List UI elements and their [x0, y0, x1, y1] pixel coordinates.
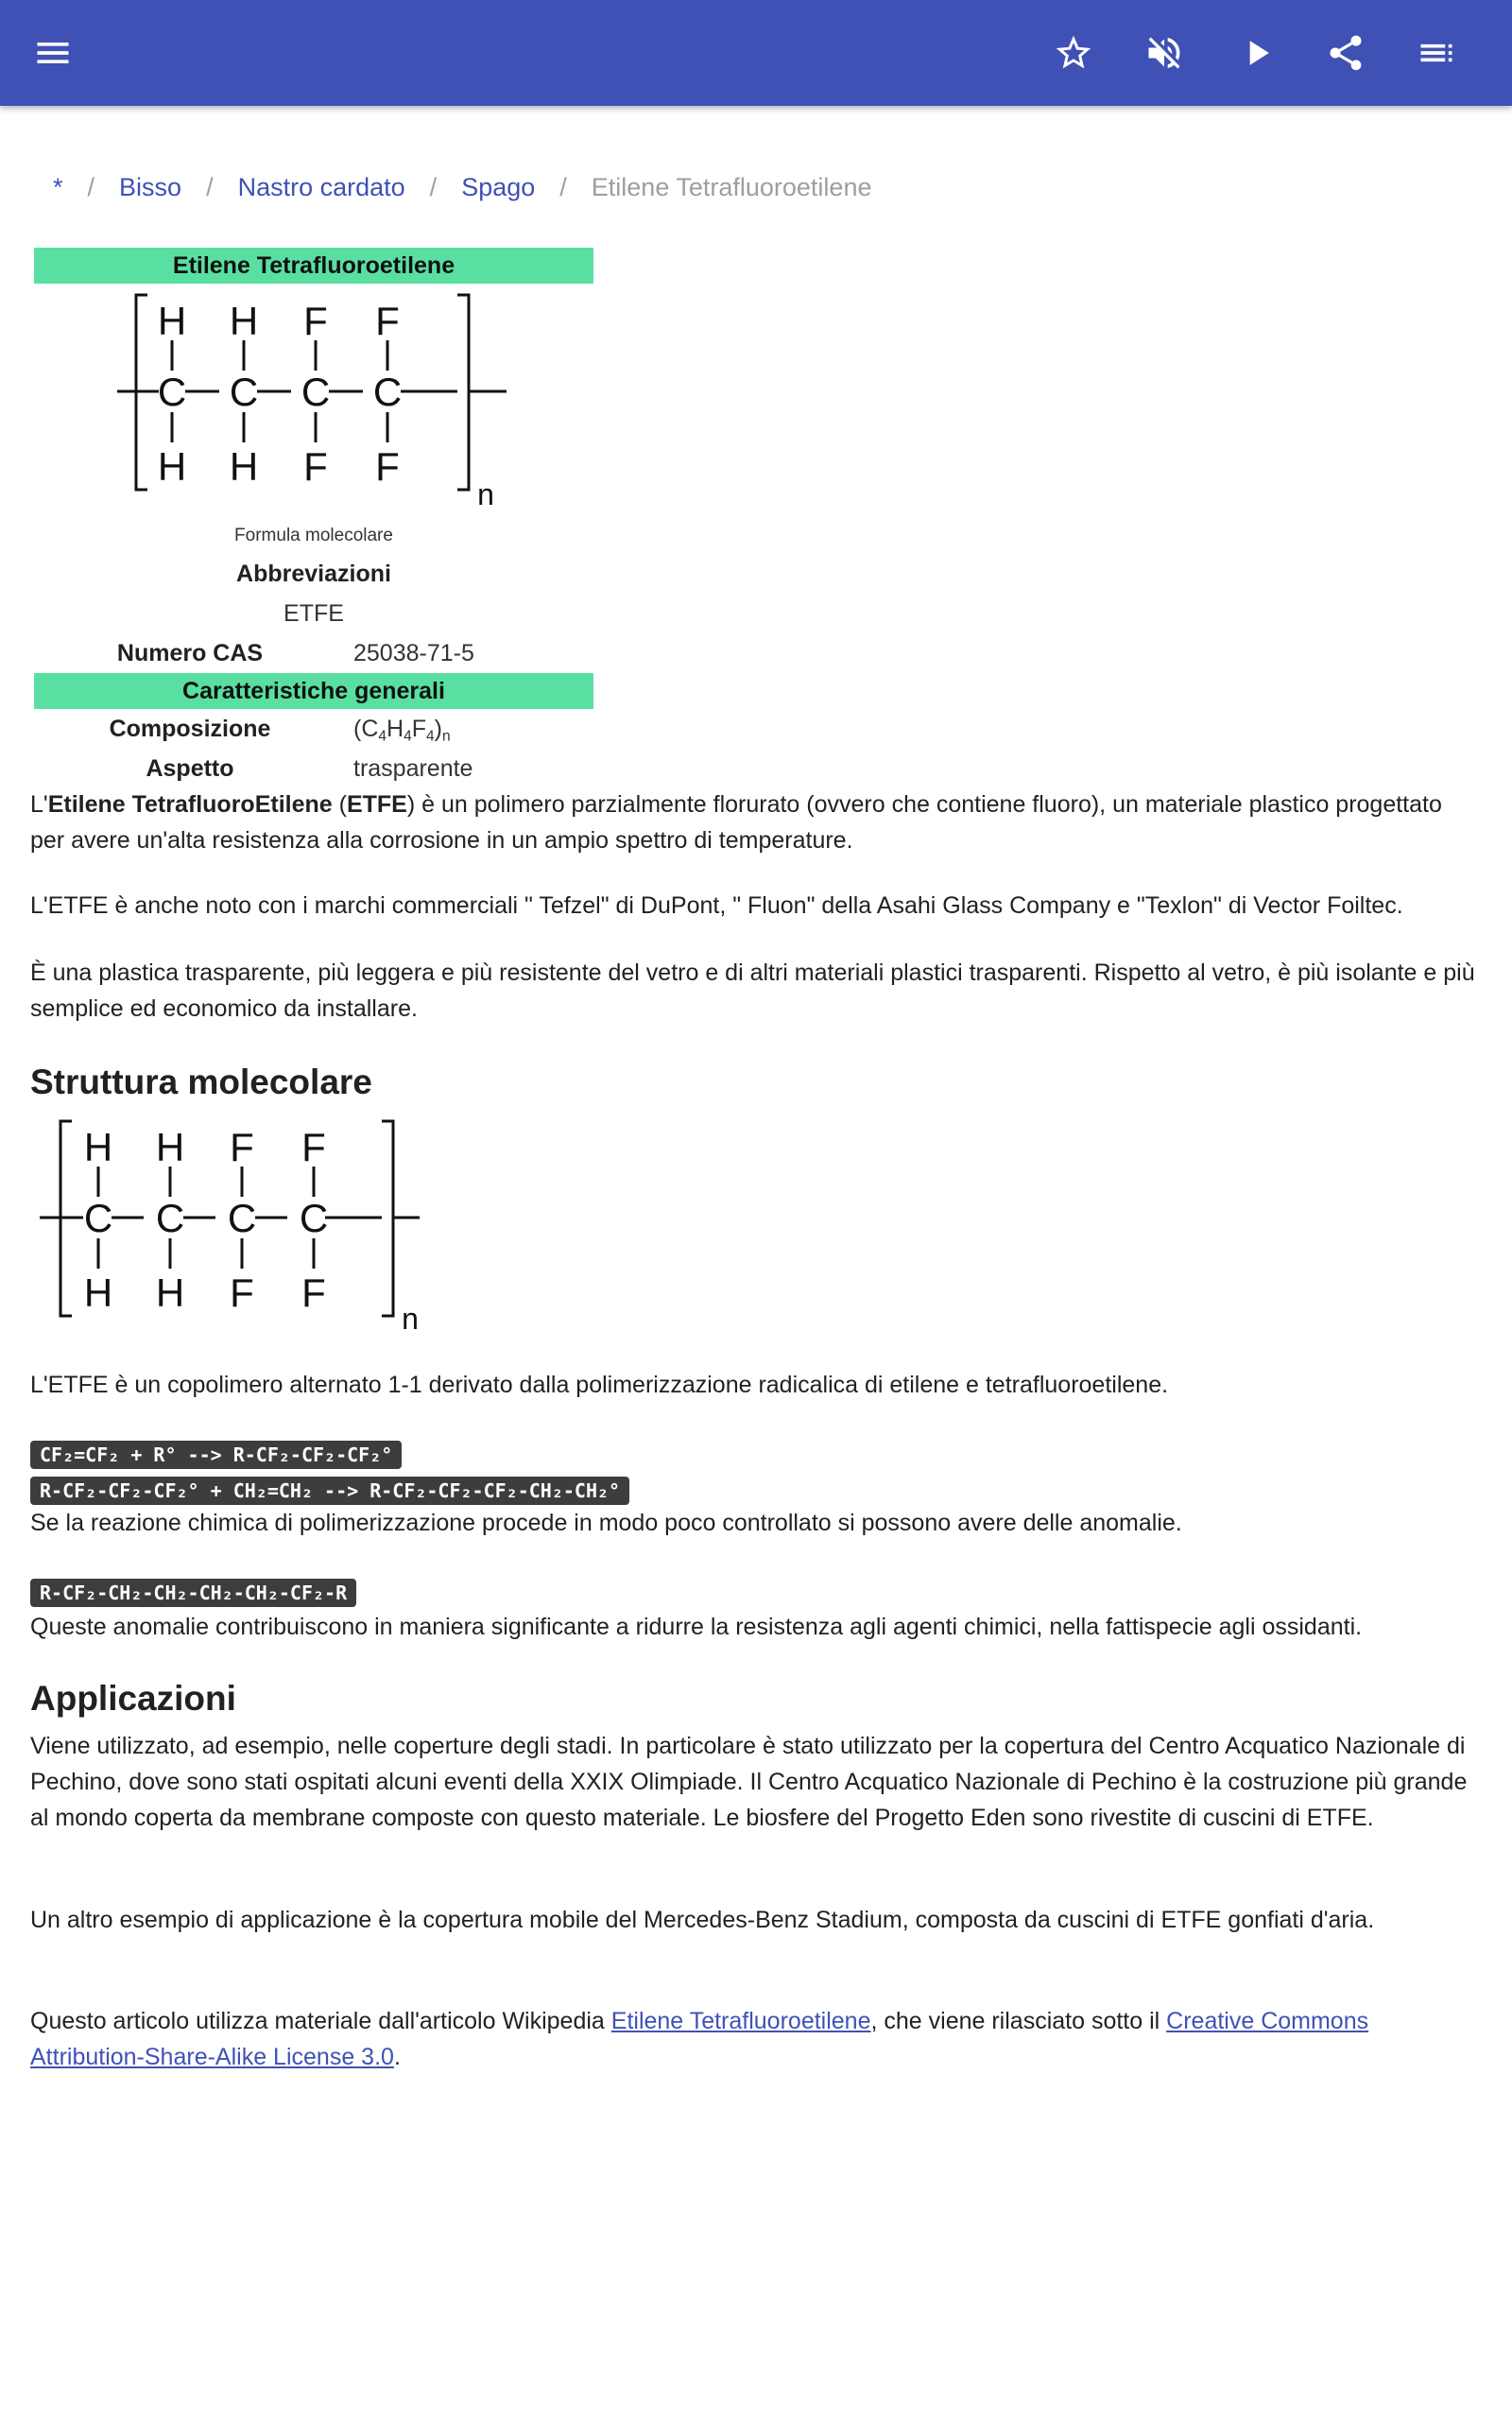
- section-heading-applications: Applicazioni: [30, 1679, 236, 1718]
- etfe-structure-diagram: [34, 284, 593, 518]
- section-header-general: Caratteristiche generali: [34, 673, 593, 709]
- atom-bottom: H: [157, 444, 187, 489]
- reaction-code-1: CF₂=CF₂ + R° --> R-CF₂-CF₂-CF₂°: [30, 1441, 402, 1469]
- breadcrumb-item-bisso[interactable]: Bisso: [119, 172, 182, 201]
- atom-bottom: H: [155, 1270, 185, 1315]
- image-caption: Formula molecolare: [234, 526, 393, 545]
- infobox: [34, 248, 593, 788]
- breadcrumb-current: Etilene Tetrafluoroetilene: [591, 172, 872, 201]
- menu-icon: [32, 32, 74, 74]
- breadcrumb-item-nastro-cardato[interactable]: Nastro cardato: [237, 172, 405, 201]
- anomaly-code: R-CF₂-CH₂-CH₂-CH₂-CH₂-CF₂-R: [30, 1579, 356, 1607]
- app-bar: [0, 0, 1512, 106]
- repeat-subscript: n: [477, 477, 494, 511]
- composition-row: [34, 709, 593, 749]
- atom-top: H: [155, 1125, 185, 1169]
- atom-bottom: F: [230, 1270, 254, 1315]
- atom-top: F: [303, 299, 328, 343]
- intro-paragraph-2: L'ETFE è anche noto con i marchi commerciali " Tefzel" di DuPont, " Fluon" della Asahi Glass Company e "Texlon" di Vector Foiltec.: [30, 892, 1403, 919]
- star-outline-icon: [1053, 32, 1094, 74]
- table-of-contents-button[interactable]: [1410, 26, 1463, 79]
- cas-row: [34, 633, 593, 673]
- atom-top: F: [375, 299, 400, 343]
- appearance-row: [34, 749, 593, 788]
- breadcrumb-item-spago[interactable]: Spago: [461, 172, 536, 201]
- atom-carbon: C: [157, 370, 187, 414]
- applications-paragraph-2: Un altro esempio di applicazione è la copertura mobile del Mercedes-Benz Stadium, composta da cuscini di ETFE gonfiati d'aria.: [30, 1907, 1375, 1933]
- menu-button[interactable]: [26, 26, 79, 79]
- favorite-button[interactable]: [1047, 26, 1100, 79]
- structure-paragraph-2: Se la reazione chimica di polimerizzazione procede in modo poco controllato si possono avere delle anomalie.: [30, 1510, 1182, 1536]
- structural-formula-image[interactable]: [34, 284, 593, 518]
- appearance-label: Aspetto: [146, 755, 234, 782]
- intro-paragraph-1: L'Etilene TetrafluoroEtilene (ETFE) è un polimero parzialmente florurato (ovvero che contiene fluoro), un materiale plastico progettato per avere un'alta resistenza alla corrosione in un ampio spettro di temperature.: [30, 791, 1442, 854]
- infobox-title: Etilene Tetrafluoroetilene: [34, 248, 593, 284]
- intro-paragraph-3: È una plastica trasparente, più leggera e più resistente del vetro e di altri materiali plastici trasparenti. Rispetto al vetro, è più isolante e più semplice ed economico da installare.: [30, 959, 1475, 1022]
- structure-paragraph-3: Queste anomalie contribuiscono in maniera significante a ridurre la resistenza agli agenti chimici, nella fattispecie agli ossidanti.: [30, 1614, 1363, 1640]
- atom-top: F: [301, 1125, 326, 1169]
- atom-carbon: C: [227, 1196, 257, 1240]
- breadcrumb-separator: /: [87, 172, 95, 201]
- atom-top: H: [157, 299, 187, 343]
- atom-bottom: F: [375, 444, 400, 489]
- atom-carbon: C: [83, 1196, 113, 1240]
- abbrev-value: ETFE: [284, 600, 344, 627]
- playlist-icon: [1416, 32, 1457, 74]
- share-button[interactable]: [1319, 26, 1372, 79]
- atom-bottom: H: [83, 1270, 113, 1315]
- breadcrumb-item-home[interactable]: *: [53, 172, 63, 201]
- composition-label: Composizione: [109, 716, 271, 742]
- atom-carbon: C: [299, 1196, 329, 1240]
- cas-label: Numero CAS: [116, 640, 264, 666]
- atom-top: H: [229, 299, 259, 343]
- repeat-subscript: n: [402, 1302, 419, 1336]
- mute-button[interactable]: [1138, 26, 1191, 79]
- section-heading-structure: Struttura molecolare: [30, 1063, 372, 1101]
- attribution-paragraph: Questo articolo utilizza materiale dall'articolo Wikipedia Etilene Tetrafluoroetilene, che viene rilasciato sotto il Creative Commons Attribution-Share-Alike License 3.0.: [30, 2008, 1369, 2070]
- atom-bottom: H: [229, 444, 259, 489]
- breadcrumb: [53, 168, 871, 206]
- play-button[interactable]: [1230, 26, 1283, 79]
- play-icon: [1236, 32, 1278, 74]
- atom-bottom: F: [303, 444, 328, 489]
- atom-carbon: C: [155, 1196, 185, 1240]
- share-icon: [1325, 32, 1366, 74]
- atom-top: H: [83, 1125, 113, 1169]
- volume-off-icon: [1143, 32, 1185, 74]
- atom-carbon: C: [372, 370, 403, 414]
- applications-paragraph-1: Viene utilizzato, ad esempio, nelle coperture degli stadi. In particolare è stato utilizzato per la copertura del Centro Acquatico Nazionale di Pechino, dove sono stati ospitati alcuni eventi della XXIX Olimpiade. Il Centro Acquatico Nazionale di Pechino è la costruzione più grande al mondo coperta da membrane composte con questo materiale. Le biosfere del Progetto Eden sono rivestite di cuscini di ETFE.: [30, 1733, 1468, 1831]
- composition-value: $(C_4H_4F_4)_n$: [353, 716, 451, 745]
- atom-carbon: C: [301, 370, 331, 414]
- wikipedia-article-link[interactable]: Etilene Tetrafluoroetilene: [610, 2008, 871, 2034]
- atom-bottom: F: [301, 1270, 326, 1315]
- structure-image[interactable]: [23, 1115, 420, 1342]
- reaction-code-2: R-CF₂-CF₂-CF₂° + CH₂=CH₂ --> R-CF₂-CF₂-CF₂-CH₂-CH₂°: [30, 1477, 629, 1505]
- atom-carbon: C: [229, 370, 259, 414]
- cas-value: 25038-71-5: [353, 640, 474, 666]
- etfe-structure-diagram: [23, 1115, 420, 1342]
- breadcrumb-separator: /: [206, 172, 214, 201]
- breadcrumb-separator: /: [429, 172, 438, 201]
- appearance-value: trasparente: [353, 755, 473, 782]
- atom-top: F: [230, 1125, 254, 1169]
- license-link[interactable]: Creative Commons Attribution-Share-Alike License 3.0: [30, 2008, 1369, 2070]
- breadcrumb-separator: /: [559, 172, 567, 201]
- structure-paragraph-1: L'ETFE è un copolimero alternato 1-1 derivato dalla polimerizzazione radicalica di etilene e tetrafluoroetilene.: [30, 1372, 1169, 1398]
- abbrev-label: Abbreviazioni: [236, 561, 391, 587]
